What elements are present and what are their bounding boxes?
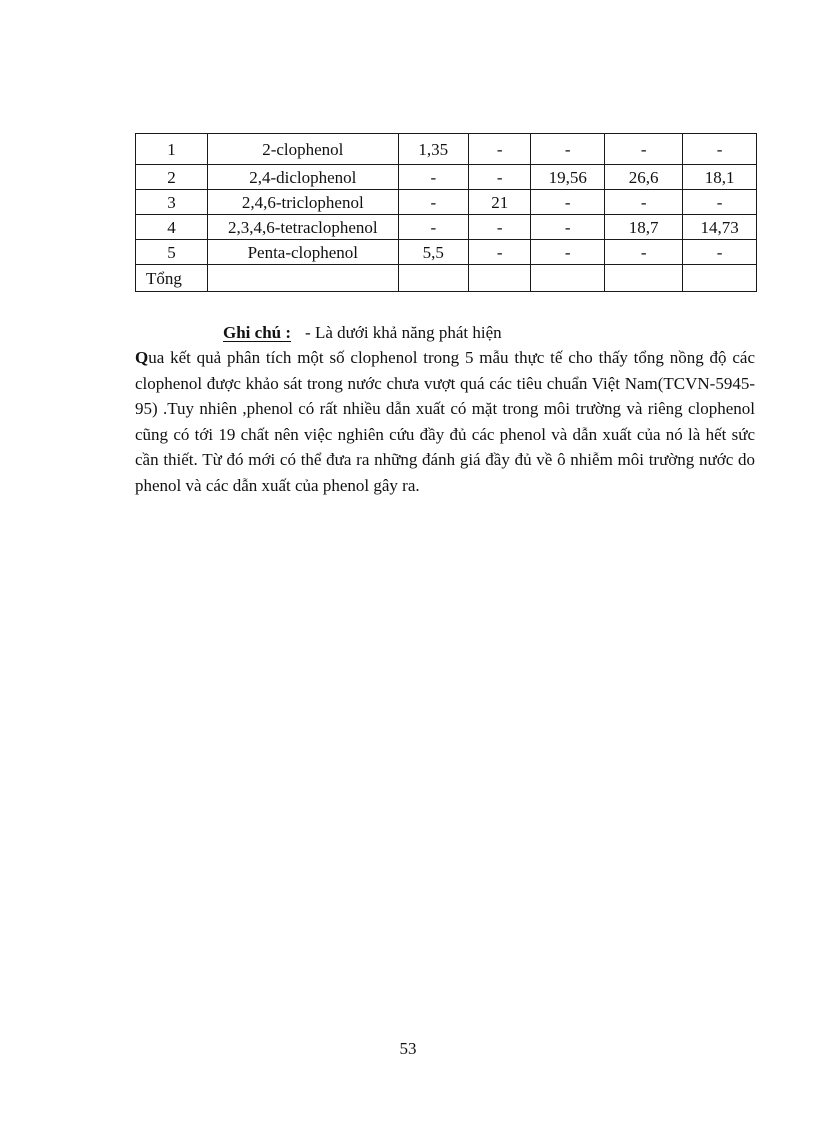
sample-1-value-cell: - — [398, 190, 468, 215]
total-empty-cell — [683, 265, 757, 292]
table-row — [136, 134, 757, 165]
sample-3-value-cell: - — [531, 134, 605, 165]
sample-4-value-cell: 18,7 — [605, 215, 683, 240]
row-number-cell: 4 — [136, 215, 208, 240]
total-empty-cell — [398, 265, 468, 292]
table-row — [136, 165, 757, 190]
sample-5-value-cell: - — [683, 134, 757, 165]
sample-3-value-cell: - — [531, 240, 605, 265]
table-row — [136, 190, 757, 215]
sample-2-value-cell: - — [469, 165, 531, 190]
sample-4-value-cell: 26,6 — [605, 165, 683, 190]
sample-5-value-cell: - — [683, 240, 757, 265]
total-empty-cell — [208, 265, 399, 292]
sample-4-value-cell: - — [605, 134, 683, 165]
table-note — [223, 323, 502, 343]
total-empty-cell — [605, 265, 683, 292]
sample-2-value-cell: - — [469, 134, 531, 165]
page-number: 53 — [399, 1039, 417, 1058]
table-total-row — [136, 265, 757, 292]
paragraph-lead-letter: Q — [135, 348, 149, 367]
table-row — [136, 215, 757, 240]
row-number-cell: 1 — [136, 134, 208, 165]
sample-1-value-cell: 5,5 — [398, 240, 468, 265]
sample-5-value-cell: 18,1 — [683, 165, 757, 190]
total-empty-cell — [469, 265, 531, 292]
clophenol-results-table — [135, 133, 757, 292]
sample-2-value-cell: - — [469, 215, 531, 240]
total-label-cell: Tổng — [136, 265, 208, 292]
paragraph-body: ua kết quả phân tích một số clophenol trong 5 mẫu thực tế cho thấy tổng nồng độ các clophenol được khảo sát trong nước chưa vượt quá các tiêu chuẩn Việt Nam(TCVN-5945-95) .Tuy nhiên ,phenol có rất nhiều dẫn xuất có mặt trong môi trường và riêng clophenol cũng có tới 19 chất nên việc nghiên cứu đầy đủ các phenol và dẫn xuất của nó là hết sức cần thiết. Từ đó mới có thể đưa ra những đánh giá đầy đủ về ô nhiễm môi trường nước do phenol và các dẫn xuất của phenol gây ra. — [135, 348, 755, 495]
sample-3-value-cell: - — [531, 190, 605, 215]
row-number-cell: 3 — [136, 190, 208, 215]
compound-name-cell: Penta-clophenol — [208, 240, 399, 265]
row-number-cell: 2 — [136, 165, 208, 190]
sample-4-value-cell: - — [605, 190, 683, 215]
sample-4-value-cell: - — [605, 240, 683, 265]
sample-2-value-cell: - — [469, 240, 531, 265]
conclusion-paragraph — [135, 345, 755, 499]
sample-1-value-cell: 1,35 — [398, 134, 468, 165]
sample-5-value-cell: 14,73 — [683, 215, 757, 240]
sample-1-value-cell: - — [398, 215, 468, 240]
sample-1-value-cell: - — [398, 165, 468, 190]
sample-3-value-cell: - — [531, 215, 605, 240]
compound-name-cell: 2,4-diclophenol — [208, 165, 399, 190]
row-number-cell: 5 — [136, 240, 208, 265]
table-row — [136, 240, 757, 265]
compound-name-cell: 2,4,6-triclophenol — [208, 190, 399, 215]
sample-2-value-cell: 21 — [469, 190, 531, 215]
compound-name-cell: 2-clophenol — [208, 134, 399, 165]
note-label: Ghi chú : — [223, 323, 292, 342]
note-text: - Là dưới khả năng phát hiện — [305, 323, 502, 342]
sample-5-value-cell: - — [683, 190, 757, 215]
total-empty-cell — [531, 265, 605, 292]
compound-name-cell: 2,3,4,6-tetraclophenol — [208, 215, 399, 240]
sample-3-value-cell: 19,56 — [531, 165, 605, 190]
